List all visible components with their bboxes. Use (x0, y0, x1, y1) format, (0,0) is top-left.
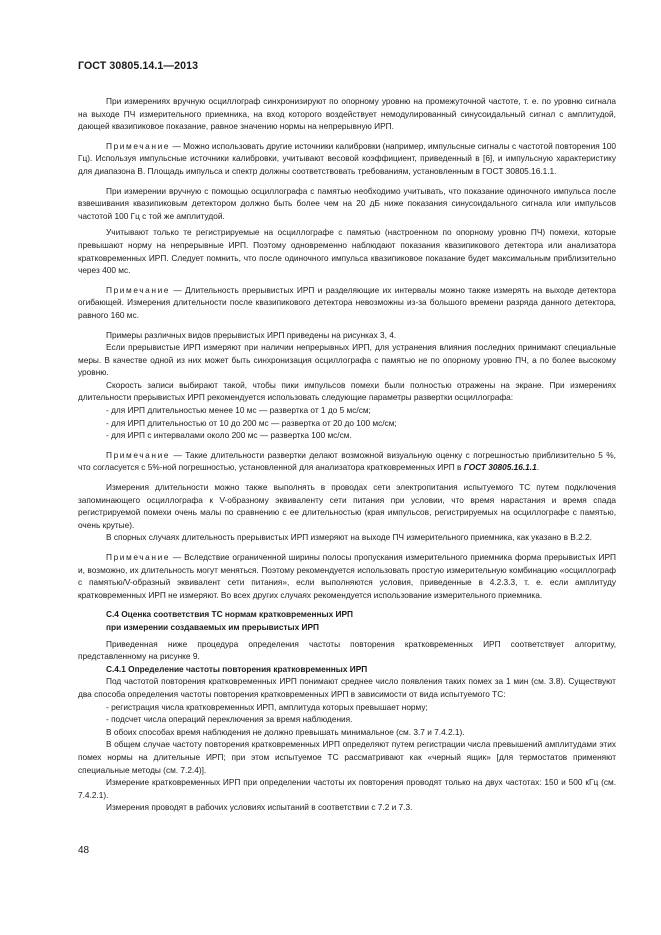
section-heading: С.4 Оценка соответствия ТС нормам кратковременных ИРП (106, 609, 353, 620)
note (78, 140, 616, 178)
list-item: - подсчет числа операций переключения за время наблюдения. (106, 714, 353, 725)
paragraph: Приведенная ниже процедура определения частоты повторения кратковременных ИРП соответствует алгоритму, представленному на рисунке 9. (78, 638, 616, 662)
paragraph: В общем случае частоту повторения кратковременных ИРП определяют путем регистрации числа превышений амплитудами этих помех нормы на длительные ИРП; при этом испытуемое ТС рассматривают как «черный ящик» [для термостатов применяют специальные методы (см. 7.2.4)]. (78, 739, 616, 775)
list-item: - регистрация числа кратковременных ИРП, амплитуда которых превышает норму; (106, 701, 428, 712)
list-item: - для ИРП длительностью от 10 до 200 мс — развертка от 20 до 100 мс/см; (106, 417, 397, 428)
paragraph: Измерение кратковременных ИРП при определении частоты их повторения проводят только на двух частотах: 150 и 500 кГц (см. 7.4.2.1). (78, 777, 616, 800)
note-label: Примечание (106, 449, 171, 460)
note (78, 284, 616, 322)
paragraph: Примеры различных видов прерывистых ИРП приведены на рисунках 3, 4. (106, 329, 397, 340)
paragraph: Учитывают только те регистрируемые на осциллографе с памятью (настроенном по опорному уровню ПЧ) помехи, которые превышают норму на непрерывные ИРП. Поэтому одновременно наблюдают показания квазипикового детектора или анализатора кратковременных ИРП. Следует помнить, что после одиночного импульса квазипиковое показание будет максимальным приблизительно через 400 мс. (78, 227, 616, 276)
paragraph: В обоих способах время наблюдения не должно превышать минимальное (см. 3.7 и 7.4.2.1). (106, 726, 465, 737)
list-item: - для ИРП длительностью менее 10 мс — развертка от 1 до 5 мс/см; (106, 405, 371, 416)
standard-reference: ГОСТ 30805.16.1.1 (463, 462, 537, 473)
note-label: Примечание (106, 284, 171, 295)
note-text: — Длительность прерывистых ИРП и разделяющие их интервалы можно также измерять на выходе детектора огибающей. Измерения длительности после квазипикового детектора невозможны из-за большого времени разряда данного детектора, равного 160 мс. (78, 284, 616, 320)
note-text: — Можно использовать другие источники калибровки (например, импульсные сигналы с частотой повторения 100 Гц). Используя импульсные источники калибровки, учитывают весовой коэффициент, приведенный в [6], и импульсную характеристику для диапазона В. Площадь импульса и спектр должны соответствовать требованиям, установленным в ГОСТ 30805.16.1.1. (78, 140, 616, 176)
note-label: Примечание (106, 140, 171, 151)
paragraph: Скорость записи выбирают такой, чтобы пики импульсов помехи были полностью отражены на экране. При измерениях длительности прерывистых ИРП рекомендуется использовать следующие параметры развертки осциллографа: (78, 379, 616, 403)
paragraph: Измерения проводят в рабочих условиях испытаний в соответствии с 7.2 и 7.3. (106, 802, 413, 813)
paragraph: При измерениях вручную осциллограф синхронизируют по опорному уровню на промежуточной частоте, т. е. по уровню сигнала на выходе ПЧ измерительного приемника, на вход которого воздействует немодулированный синусоидальный сигнал с амплитудой, дающей квазипиковое показание, равное значению нормы на непрерывную ИРП. (78, 96, 616, 132)
paragraph: Измерения длительности можно также выполнять в проводах сети электропитания испытуемого ТС путем подключения запоминающего осциллографа к V-образному эквиваленту сети питания при условии, что время нарастания и время спада регистрируемой помехи очень малы по сравнению с ее длительностью (края импульсов, регистрируемых на осциллографе с памятью, очень крутые). (78, 482, 616, 530)
section-heading-continued: при измерении создаваемых им прерывистых ИРП (106, 621, 320, 632)
document-body (78, 95, 616, 814)
page-number: 48 (78, 845, 90, 856)
note-text: — Вследствие ограниченной ширины полосы пропускания измерительного приемника форма прерывистых ИРП и, возможно, их длительность могут меняться. Поэтому рекомендуется использовать простую измерительную комбинацию «осциллограф с памятью/V-образный эквивалент сети питания», если выполняются условия, приведенные в 4.2.3.3, т. е. если амплитуду кратковременных ИРП не измеряют. Во всех других случаях рекомендуется использование измерительного приемника. (78, 552, 616, 600)
document-header: ГОСТ 30805.14.1—2013 (78, 60, 199, 72)
paragraph: Под частотой повторения кратковременных ИРП понимают среднее число появления таких помех за 1 мин (см. 3.8). Существуют два способа определения частоты повторения кратковременных ИРП в зависимости от вида испытуемого ТС: (78, 676, 616, 699)
note-label: Примечание (106, 552, 171, 562)
note-text: — Такие длительности развертки делают возможной визуальную оценку с погрешностью приблизительно 5 %, что согласуется с 5%-ной погрешностью, установленной для анализатора кратковременных ИРП в (78, 449, 616, 473)
note (78, 551, 616, 601)
paragraph: В спорных случаях длительность прерывистых ИРП измеряют на выходе ПЧ измерительного приемника, как указано в В.2.2. (106, 532, 592, 543)
list-item: - для ИРП с интервалами около 200 мс — развертка 100 мс/см. (106, 430, 352, 441)
note-text-end: . (536, 462, 540, 473)
note (78, 449, 616, 474)
paragraph: Если прерывистые ИРП измеряют при наличии непрерывных ИРП, для устранения влияния последних принимают специальные меры. В качестве одной из них может быть синхронизация осциллографа с памятью не по опорному уровню ПЧ, а по более высокому уровню. (78, 342, 616, 378)
subsection-heading: С.4.1 Определение частоты повторения кратковременных ИРП (106, 663, 368, 674)
paragraph: При измерении вручную с помощью осциллографа с памятью необходимо учитывать, что показание одиночного импульса после взвешивания квазипиковым детектором должно быть более чем на 20 дБ ниже показания синусоидального сигнала или импульсов частотой 100 Гц с той же амплитудой. (78, 185, 616, 221)
